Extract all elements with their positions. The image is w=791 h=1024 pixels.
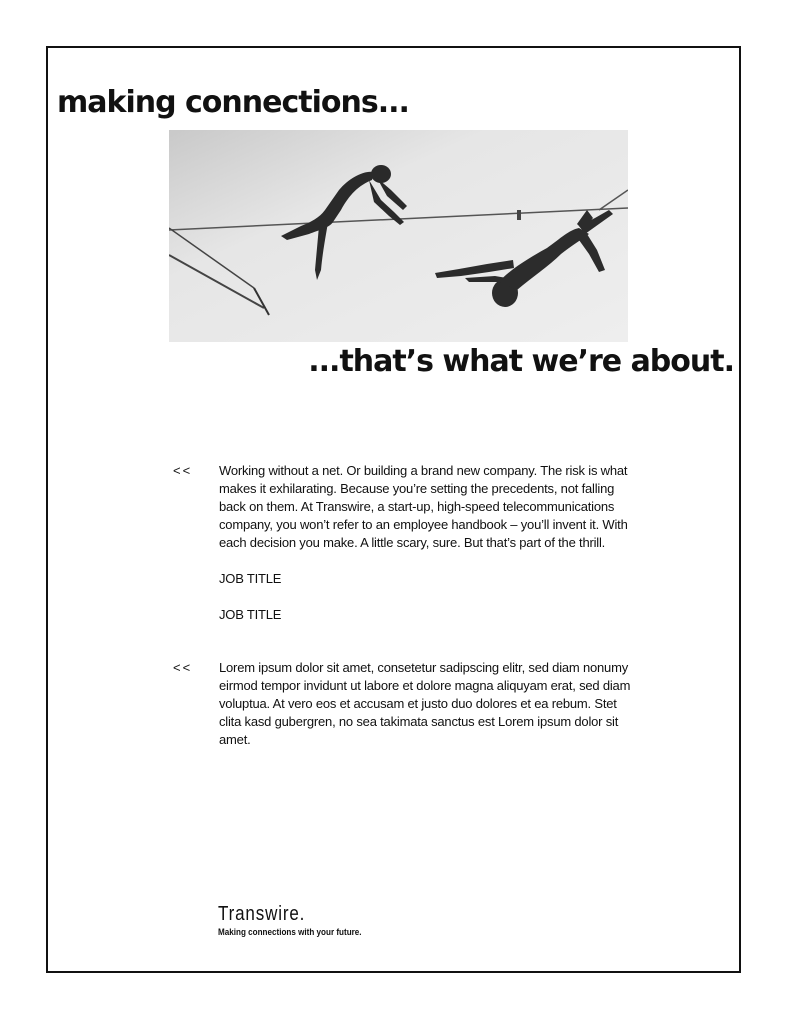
section-2 xyxy=(173,659,633,749)
trapeze-artists-image xyxy=(169,130,628,342)
brand-signature xyxy=(218,902,378,938)
section-paragraph: Working without a net. Or building a brand new company. The risk is what makes it exhilarating. Because you’re setting the precedents, not falling back on them. At Transwire, a start-up, high-speed telecommunications company, you won’t refer to an employee handbook – you’ll invent it. With each decision you make. A little scary, sure. But that’s part of the thrill. xyxy=(219,463,628,550)
job-title: JOB TITLE xyxy=(219,607,282,622)
section-marker: << xyxy=(173,463,193,478)
section-1 xyxy=(173,462,633,624)
trapeze-photo xyxy=(169,130,628,342)
section-paragraph: Lorem ipsum dolor sit amet, consetetur sadipscing elitr, sed diam nonumy eirmod tempor invidunt ut labore et dolore magna aliquyam erat, sed diam voluptua. At vero eos et accusam et justo duo dolores et ea rebum. Stet clita kasd gubergren, no sea takimata sanctus est Lorem ipsum dolor sit amet. xyxy=(219,660,631,747)
section-marker: << xyxy=(173,660,193,675)
headline-top: making connections... xyxy=(57,85,409,120)
job-title: JOB TITLE xyxy=(219,571,282,586)
brand-tagline: Making connections with your future. xyxy=(218,927,362,937)
body-copy xyxy=(173,462,633,749)
brand-name: Transwire. xyxy=(218,903,306,925)
headline-bottom: ...that’s what we’re about. xyxy=(308,344,734,379)
